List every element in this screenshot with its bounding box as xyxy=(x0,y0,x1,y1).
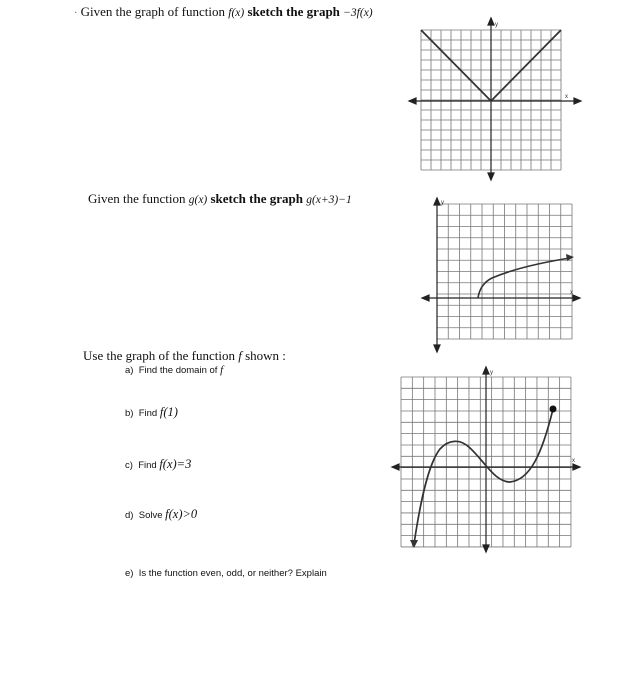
graph-3-cubic xyxy=(390,364,585,554)
q1-instruction: sketch the graph xyxy=(247,4,340,19)
graph-3-endpoint xyxy=(550,406,557,413)
item-a-math: f xyxy=(220,364,224,376)
graph-3-y-arrow xyxy=(483,367,489,374)
question-2-prompt xyxy=(88,191,352,207)
item-b-math: f(1) xyxy=(159,405,178,419)
q3-lead-text: Use the graph of the function xyxy=(83,348,235,363)
item-c-math: f(x)=3 xyxy=(159,457,192,471)
item-c-text: Find xyxy=(138,460,157,471)
item-b-text: Find xyxy=(138,408,158,419)
item-e-text: Is the function even, odd, or neither? Explain xyxy=(138,568,327,579)
q3-function-name: f xyxy=(238,348,242,363)
item-c xyxy=(125,457,191,472)
q2-lead-text: Given the function xyxy=(88,191,186,206)
bullet-mark: · xyxy=(74,8,78,19)
graph-3-x-label: x xyxy=(572,458,575,464)
q1-target-expression: −3f(x) xyxy=(343,7,373,19)
item-d xyxy=(125,507,197,522)
graph-1-axes xyxy=(409,18,581,180)
item-d-math: f(x)>0 xyxy=(165,507,198,521)
graph-1-x-arrow xyxy=(574,98,581,104)
q3-tail-text: shown : xyxy=(245,348,286,363)
q2-target-expression: g(x+3)−1 xyxy=(306,194,352,206)
graph-1-y-arrow xyxy=(488,18,494,25)
graph-1-x-label: x xyxy=(565,94,568,100)
graph-2-x-arrow xyxy=(573,295,580,301)
graph-2-square-root xyxy=(420,194,585,356)
graph-1-y-label: y xyxy=(495,22,498,28)
question-1-prompt xyxy=(74,4,373,20)
item-b-label: b) xyxy=(125,408,134,419)
graph-2-curve xyxy=(478,258,570,298)
q2-function-name: g(x) xyxy=(188,194,208,206)
item-b xyxy=(125,405,178,420)
item-d-label: d) xyxy=(125,510,134,521)
graph-2-y-arrow xyxy=(434,198,440,205)
q2-instruction: sketch the graph xyxy=(210,191,303,206)
item-e xyxy=(125,568,327,579)
graph-3-y-label: y xyxy=(490,370,493,376)
item-c-label: c) xyxy=(125,460,133,471)
question-3-prompt xyxy=(83,348,286,364)
graph-2-grid xyxy=(437,204,572,339)
item-a-text: Find the domain of xyxy=(138,365,218,376)
q1-lead-text: Given the graph of function xyxy=(80,4,225,19)
graph-3-x-arrow xyxy=(573,464,580,470)
q1-function-name: f(x) xyxy=(228,7,245,19)
graph-1-absolute-value xyxy=(405,14,585,184)
item-e-label: e) xyxy=(125,568,134,579)
graph-2-y-label: y xyxy=(441,200,444,206)
graph-2-x-label: x xyxy=(570,290,573,296)
item-a-label: a) xyxy=(125,365,134,376)
item-d-text: Solve xyxy=(138,510,163,521)
item-a xyxy=(125,364,223,376)
